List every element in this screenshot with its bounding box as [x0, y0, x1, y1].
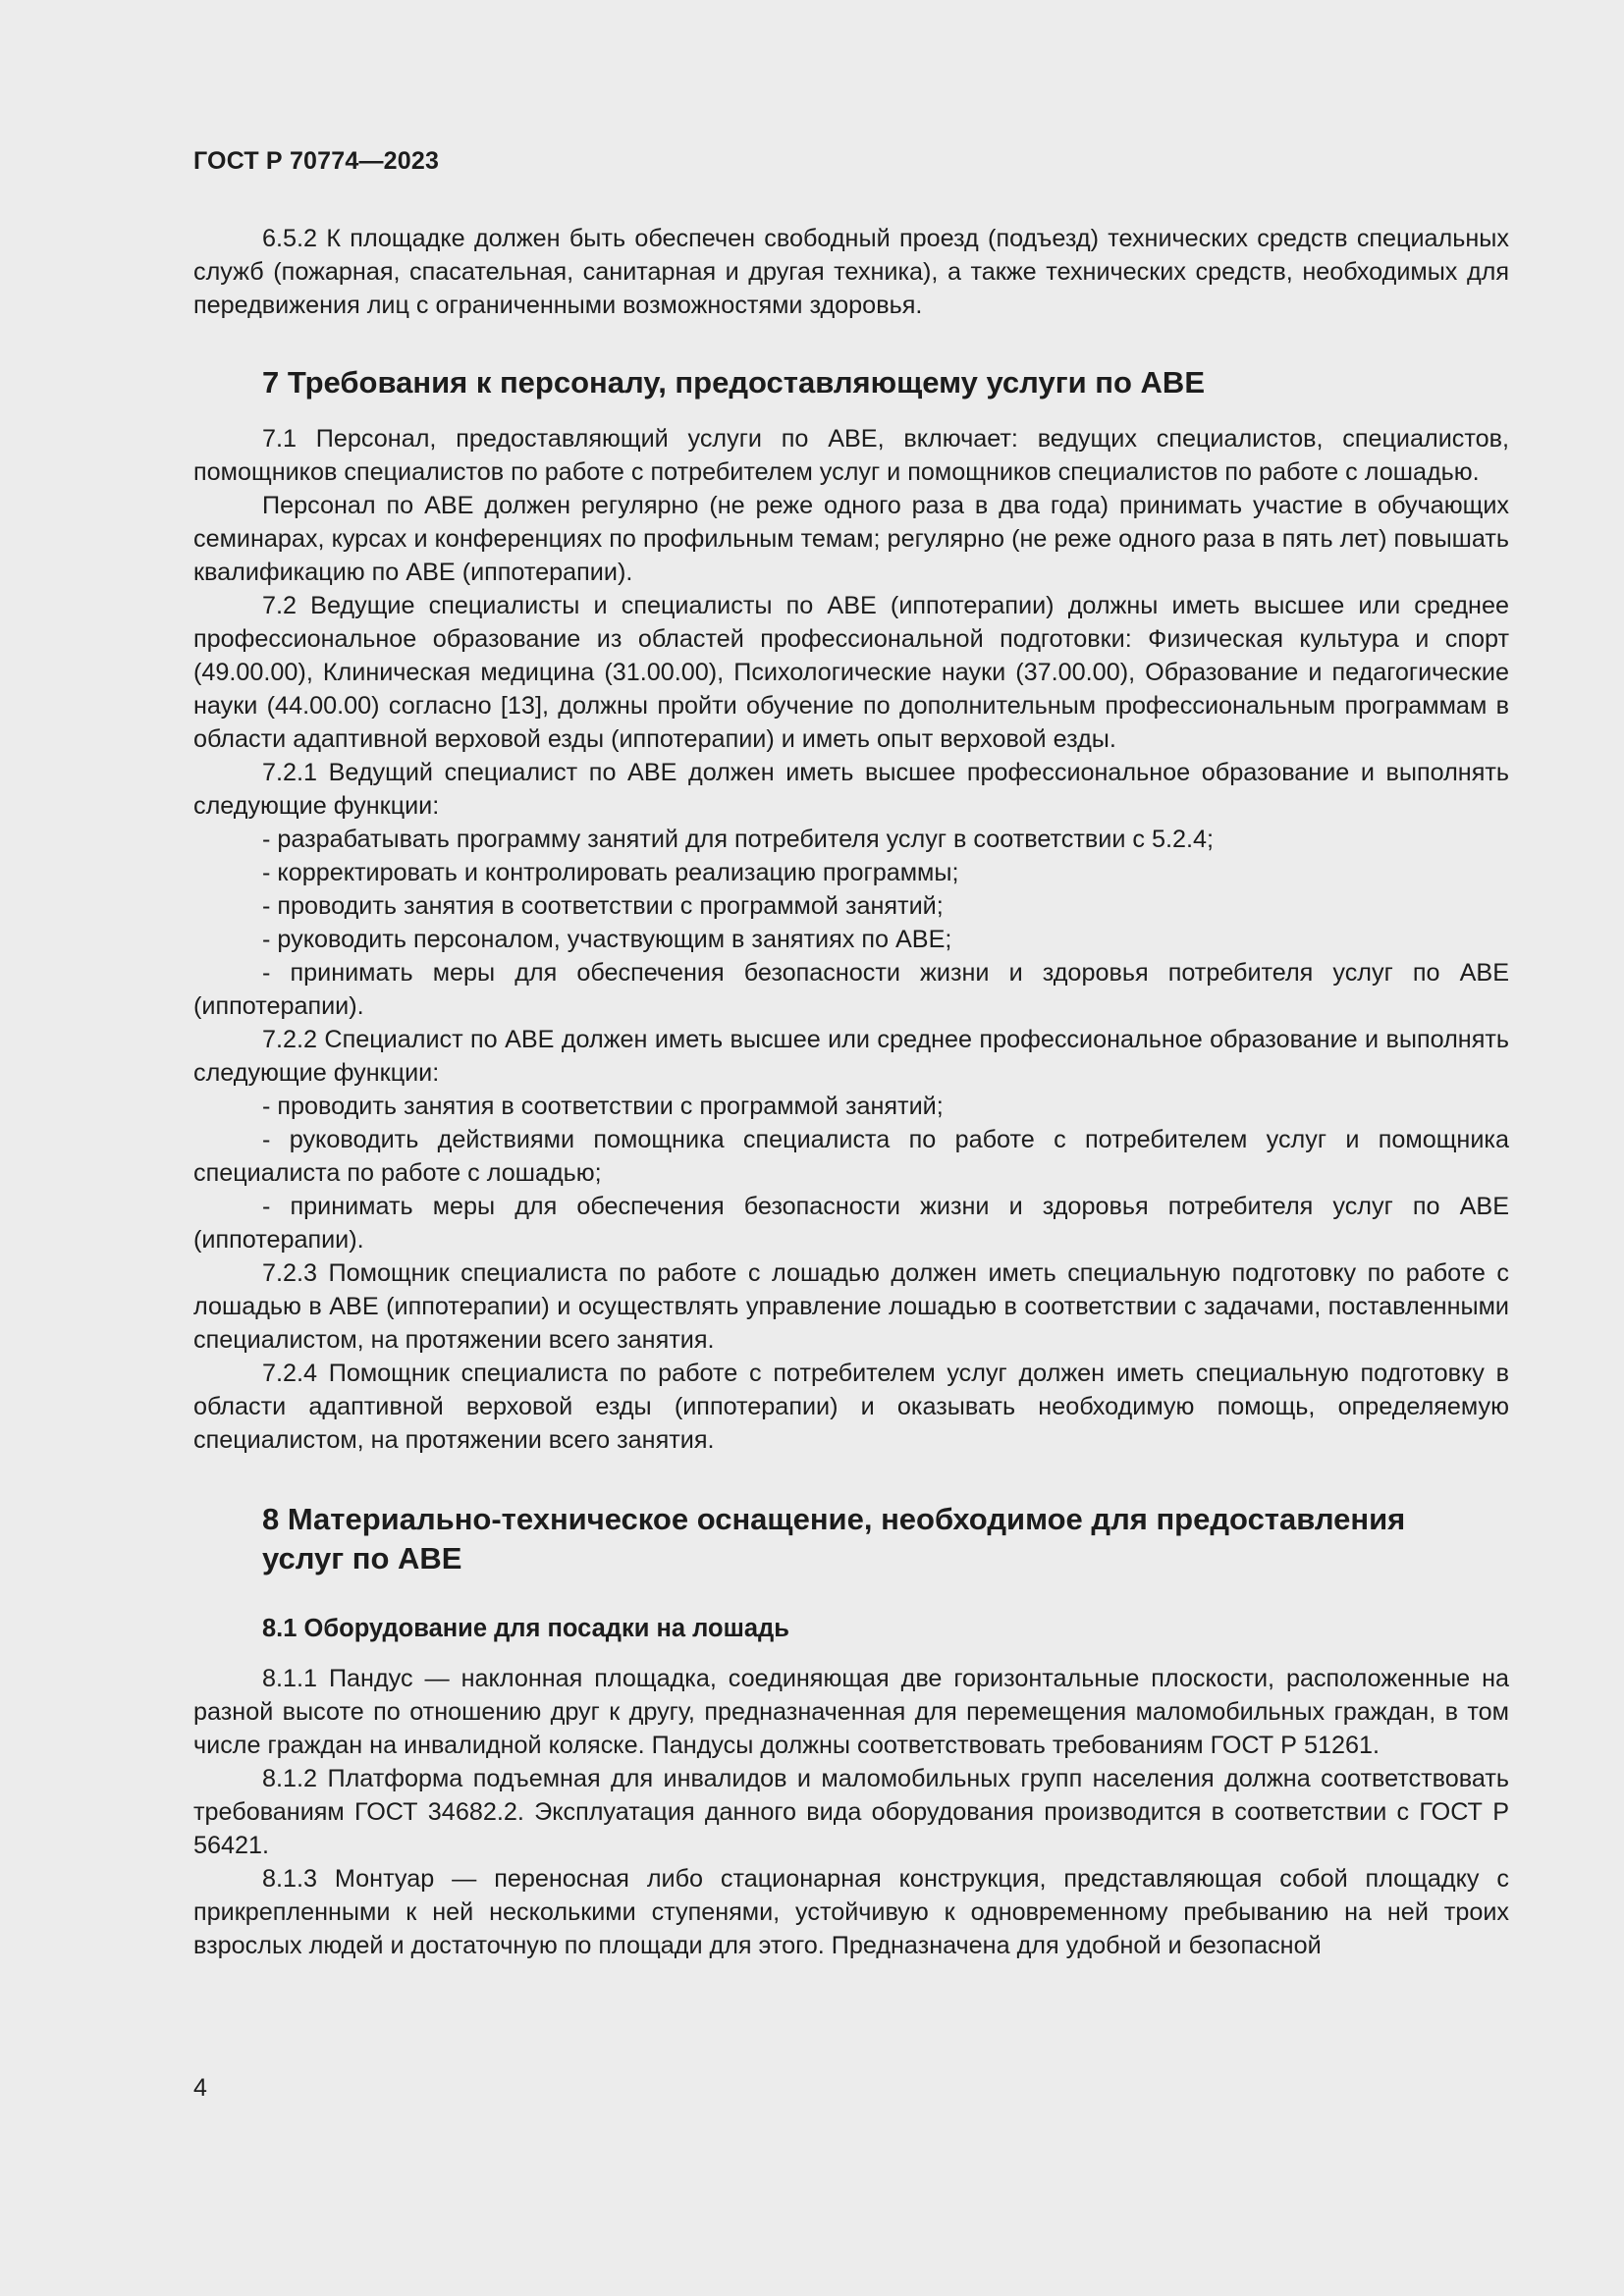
- paragraph-7-2-4: 7.2.4 Помощник специалиста по работе с потребителем услуг должен иметь специальную подготовку в области адаптивной верховой езды (иппотерапии) и оказывать необходимую помощь, определяемую специалистом, на протяжении всего занятия.: [193, 1360, 1509, 1454]
- paragraph-7-2: 7.2 Ведущие специалисты и специалисты по АВЕ (иппотерапии) должны иметь высшее или среднее профессиональное образование из областей профессиональной подготовки: Физическая культура и спорт (49.00.00), Клиническая медицина (31.00.00), Психологические науки (37.00.00), Образование и педагогические науки (44.00.00) согласно [13], должны пройти обучение по дополнительным профессиональным программам в области адаптивной верховой езды (иппотерапии) и иметь опыт верховой езды.: [193, 592, 1509, 753]
- list-item-7-2-2-a: - проводить занятия в соответствии с программой занятий;: [262, 1093, 944, 1120]
- paragraph-8-1-2: 8.1.2 Платформа подъемная для инвалидов и маломобильных групп населения должна соответствовать требованиям ГОСТ 34682.2. Эксплуатация данного вида оборудования производится в соответствии с ГОСТ Р 56421.: [193, 1765, 1509, 1859]
- section-heading-8-line-1: 8 Материально-техническое оснащение, необходимое для предоставления: [262, 1502, 1406, 1536]
- list-item-7-2-2-b: - руководить действиями помощника специалиста по работе с потребителем услуг и помощника специалиста по работе с лошадью;: [193, 1126, 1509, 1187]
- list-item-7-2-1-d: - руководить персоналом, участвующим в занятиях по АВЕ;: [262, 926, 952, 953]
- list-item-7-2-1-a: - разрабатывать программу занятий для потребителя услуг в соответствии с 5.2.4;: [262, 826, 1215, 853]
- page-number: 4: [193, 2074, 207, 2102]
- paragraph-7-2-1: 7.2.1 Ведущий специалист по АВЕ должен иметь высшее профессиональное образование и выполнять следующие функции:: [193, 759, 1509, 820]
- section-heading-7: 7 Требования к персоналу, предоставляющему услуги по АВЕ: [262, 365, 1206, 400]
- paragraph-7-1-continued: Персонал по АВЕ должен регулярно (не реже одного раза в два года) принимать участие в обучающих семинарах, курсах и конференциях по профильным темам; регулярно (не реже одного раза в пять лет) повышать квалификацию по АВЕ (иппотерапии).: [193, 492, 1509, 586]
- list-item-7-2-1-b: - корректировать и контролировать реализацию программы;: [262, 859, 959, 886]
- document-header-code: ГОСТ Р 70774—2023: [193, 147, 440, 175]
- paragraph-8-1-3: 8.1.3 Монтуар — переносная либо стационарная конструкция, представляющая собой площадку с прикрепленными к ней несколькими ступенями, устойчивую к одновременному пребыванию на ней троих взрослых людей и достаточную по площади для этого. Предназначена для удобной и безопасной: [193, 1865, 1509, 1959]
- paragraph-6-5-2: 6.5.2 К площадке должен быть обеспечен свободный проезд (подъезд) технических средств специальных служб (пожарная, спасательная, санитарная и другая техника), а также технических средств, необходимых для передвижения лиц с ограниченными возможностями здоровья.: [193, 225, 1509, 319]
- section-heading-8: [193, 1500, 1509, 1578]
- paragraph-8-1-1: 8.1.1 Пандус — наклонная площадка, соединяющая две горизонтальные плоскости, расположенные на разной высоте по отношению друг к другу, предназначенная для перемещения маломобильных граждан, в том числе граждан на инвалидной коляске. Пандусы должны соответствовать требованиям ГОСТ Р 51261.: [193, 1665, 1509, 1759]
- paragraph-7-2-3: 7.2.3 Помощник специалиста по работе с лошадью должен иметь специальную подготовку по работе с лошадью в АВЕ (иппотерапии) и осуществлять управление лошадью в соответствии с задачами, поставленными специалистом, на протяжении всего занятия.: [193, 1259, 1509, 1354]
- section-heading-8-line-2: услуг по АВЕ: [262, 1541, 462, 1575]
- list-item-7-2-2-c: - принимать меры для обеспечения безопасности жизни и здоровья потребителя услуг по АВЕ (иппотерапии).: [193, 1193, 1509, 1254]
- paragraph-7-1: 7.1 Персонал, предоставляющий услуги по АВЕ, включает: ведущих специалистов, специалистов, помощников специалистов по работе с потребителем услуг и помощников специалистов по работе с лошадью.: [193, 425, 1509, 486]
- subsection-heading-8-1: 8.1 Оборудование для посадки на лошадь: [262, 1615, 789, 1642]
- paragraph-7-2-2: 7.2.2 Специалист по АВЕ должен иметь высшее или среднее профессиональное образование и выполнять следующие функции:: [193, 1026, 1509, 1087]
- list-item-7-2-1-c: - проводить занятия в соответствии с программой занятий;: [262, 892, 944, 920]
- list-item-7-2-1-e: - принимать меры для обеспечения безопасности жизни и здоровья потребителя услуг по АВЕ (иппотерапии).: [193, 959, 1509, 1020]
- document-body: [193, 222, 1509, 1962]
